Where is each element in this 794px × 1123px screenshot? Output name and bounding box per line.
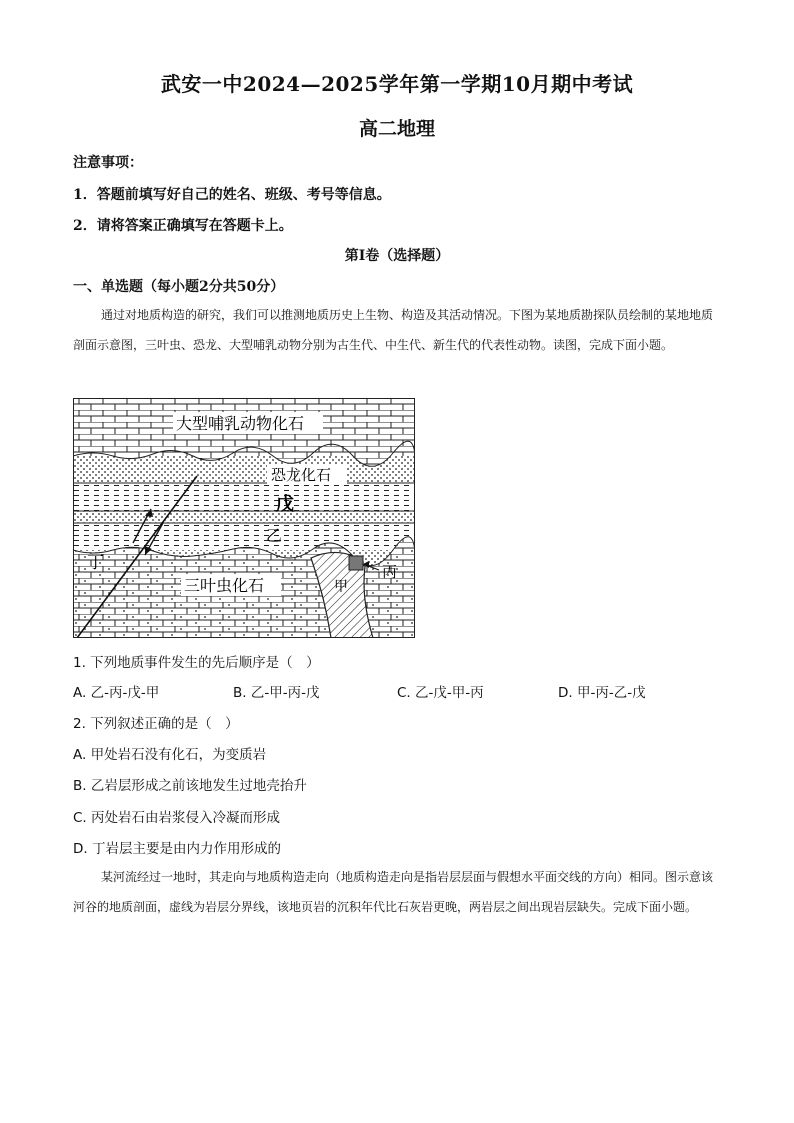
question-1-option-b[interactable]: B. 乙-甲-丙-戊	[233, 685, 320, 701]
label-mammal-fossil: 大型哺乳动物化石	[176, 414, 305, 433]
question-1-option-c[interactable]: C. 乙-戊-甲-丙	[397, 685, 484, 701]
exam-title: 武安一中2024—2025学年第一学期10月期中考试	[160, 72, 634, 96]
section-heading: 一、单选题（每小题2分共50分）	[73, 279, 285, 295]
label-trilobite-fossil: 三叶虫化石	[184, 576, 265, 595]
label-dinosaur-fossil: 恐龙化石	[271, 466, 332, 484]
question-1-option-d[interactable]: D. 甲-丙-乙-戊	[558, 685, 646, 701]
label-wu: 戊	[276, 494, 294, 515]
passage-intro: 通过对地质构造的研究，我们可以推测地质历史上生物、构造及其活动情况。下图为某地质勘探队员绘制的某地地质剖面示意图，三叶虫、恐龙、大型哺乳动物分别为古生代、中生代、新生代的代表性动物。读图，完成下面小题。	[73, 308, 714, 352]
label-jia: 甲	[334, 579, 348, 595]
question-2-option-c[interactable]: C. 丙处岩石由岩浆侵入冷凝而形成	[73, 810, 281, 826]
label-ding: 丁	[87, 553, 104, 573]
question-2-option-b[interactable]: B. 乙岩层形成之前该地发生过地壳抬升	[73, 778, 307, 794]
intrusion-bing	[349, 556, 363, 570]
note-item: 2．请将答案正确填写在答题卡上。	[73, 218, 293, 234]
notes-heading: 注意事项：	[73, 155, 143, 171]
question-2-stem: 2. 下列叙述正确的是（ ）	[73, 716, 239, 732]
label-yi: 乙	[266, 526, 283, 545]
label-bing: 丙	[382, 563, 398, 581]
question-2-option-d[interactable]: D. 丁岩层主要是由内力作用形成的	[73, 841, 281, 857]
volume-heading: 第I卷（选择题）	[344, 248, 450, 264]
question-1-stem: 1. 下列地质事件发生的先后顺序是（ ）	[73, 655, 320, 671]
geologic-cross-section-figure	[73, 398, 415, 638]
note-item: 1．答题前填写好自己的姓名、班级、考号等信息。	[73, 187, 391, 203]
exam-subtitle: 高二地理	[358, 118, 435, 140]
question-2-option-a[interactable]: A. 甲处岩石没有化石，为变质岩	[73, 747, 267, 763]
question-1-option-a[interactable]: A. 乙-丙-戊-甲	[73, 685, 160, 701]
passage-river: 某河流经过一地时，其走向与地质构造走向（地质构造走向是指岩层层面与假想水平面交线的方向）相同。图示意该河谷的地质剖面，虚线为岩层分界线，该地页岩的沉积年代比石灰岩更晚，两岩层之间出现岩层缺失。完成下面小题。	[73, 870, 714, 914]
